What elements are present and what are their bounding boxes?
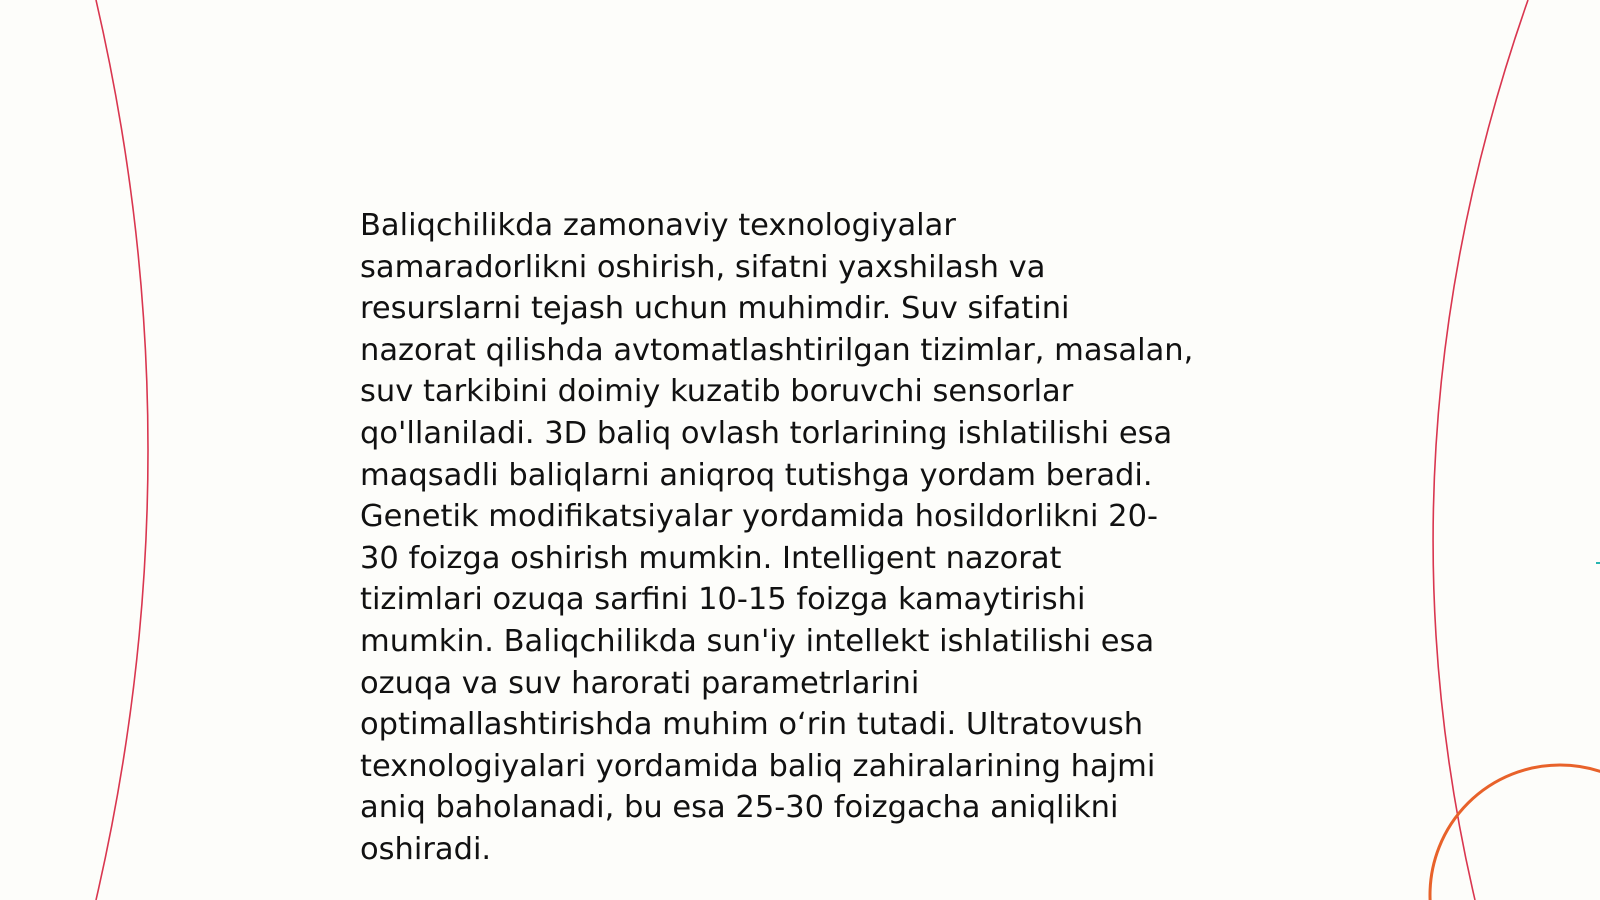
slide-body-text: Baliqchilikda zamonaviy texnologiyalar samaradorlikni oshirish, sifatni yaxshilash va resurslarni tejash uchun muhimdir. Suv sifatini nazorat qilishda avtomatlashtirilgan tizimlar, masalan, suv tarkibini doimiy kuzatib boruvchi sensorlar qo'llaniladi. 3D baliq ovlash torlarining ishlatilishi esa maqsadli baliqlarni aniqroq tutishga yordam beradi. Genetik modifikatsiyalar yordamida hosildorlikni 20- 30 foizga oshirish mumkin. Intelligent nazorat tizimlari ozuqa sarfini 10-15 foizga kamaytirishi mumkin. Baliqchilikda sun'iy intellekt ishlatilishi esa ozuqa va suv harorati parametrlarini optimallashtirishda muhim o‘rin tutadi. Ultratovush texnologiyalari yordamida baliq zahiralarining hajmi aniq baholanadi, bu esa 25-30 foizgacha aniqlikni oshiradi.	[360, 208, 1194, 867]
orange-circle-outline	[1430, 765, 1600, 900]
left-red-arc	[96, 0, 148, 900]
right-red-arc	[1433, 0, 1528, 900]
